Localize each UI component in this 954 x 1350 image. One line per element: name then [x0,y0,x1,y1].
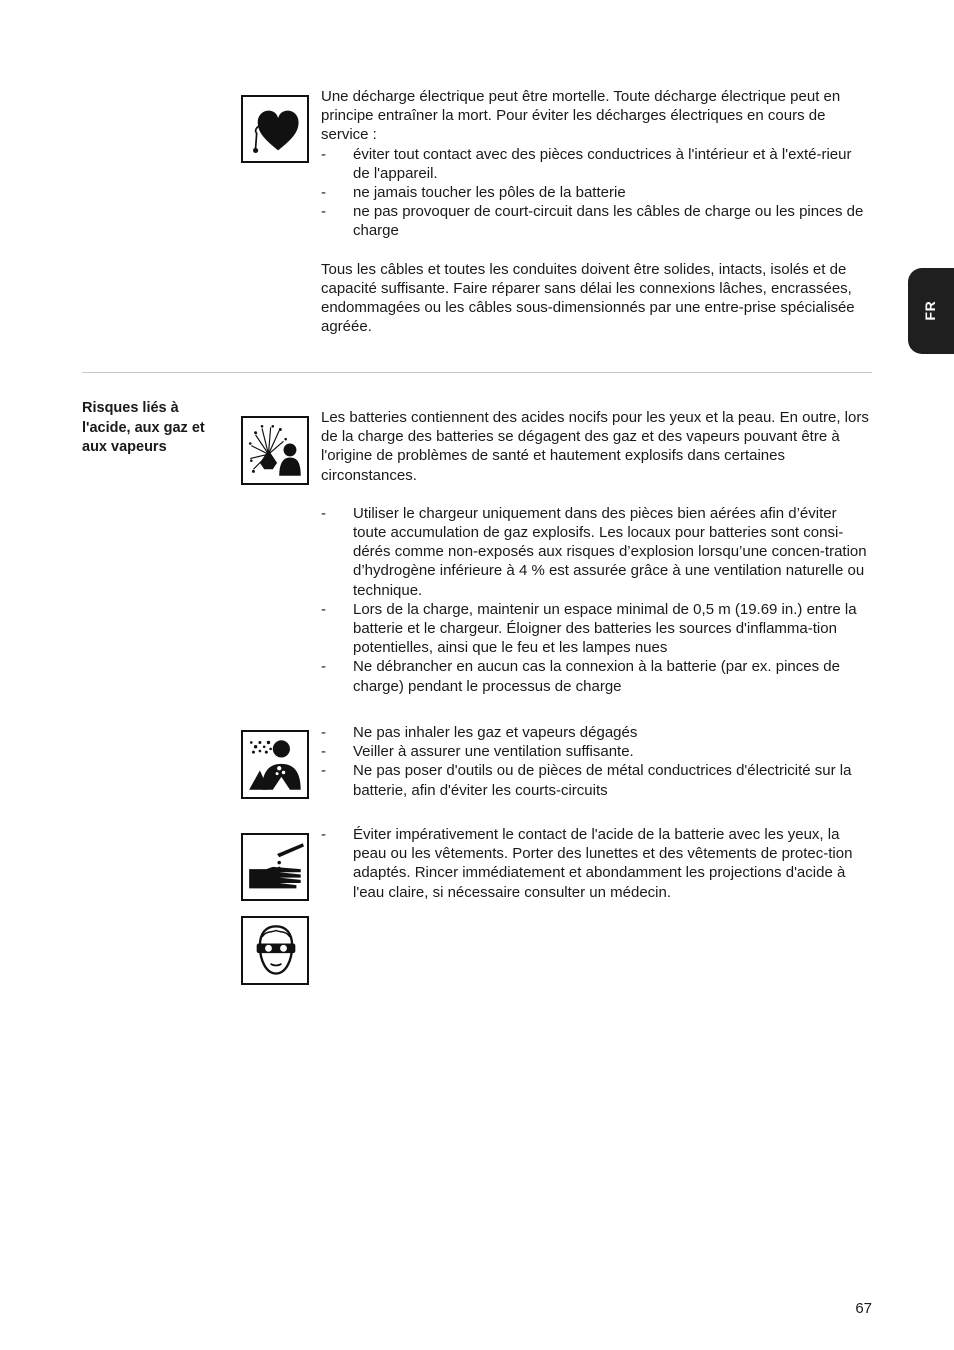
electric-bullet-list [321,145,869,241]
acid-contact-section [321,825,869,902]
list-item: - éviter tout contact avec des pièces conductrices à l'intérieur et à l'exté-rieur de l'appareil. [321,145,852,182]
list-item: - Utiliser le chargeur uniquement dans des pièces bien aérées afin d’éviter toute accumulation de gaz explosifs. Les locaux pour batteries sont consi-dérés comme non-exposés aux risques d’explosion lorsqu’une concen-tration d’hydrogène inférieure à 4 % est assurée grâce à une ventilation naturelle ou technique. [321,504,867,599]
list-item: - ne pas provoquer de court-circuit dans les câbles de charge ou les pinces de charge [321,203,864,240]
toxic-gas-icon [241,730,309,799]
acid-contact-bullet-list [321,825,869,902]
gas-bullet-list [321,723,869,800]
list-item: - Ne pas poser d'outils ou de pièces de métal conductrices d'électricité sur la batterie, afin d'éviter les courts-circuits [321,762,852,799]
section-divider [82,372,872,373]
section-heading: Risques liés à l'acide, aux gaz et aux vapeurs [82,400,205,455]
page-number: 67 [855,1300,872,1317]
acid-section [321,408,869,696]
cables-paragraph: Tous les câbles et toutes les conduites doivent être solides, intacts, isolés et de capacité suffisante. Faire réparer sans délai les connexions lâches, encrassées, endommagées ou les câbles sous-dimensionnés par une entre-prise spécialisée agréée. [321,260,855,336]
list-item: - Veiller à assurer une ventilation suffisante. [321,743,634,761]
list-item: - Ne pas inhaler les gaz et vapeurs dégagés [321,724,638,741]
acid-intro: Les batteries contiennent des acides nocifs pour les yeux et la peau. En outre, lors de la charge des batteries se dégagent des gaz et des vapeurs pouvant être à l'origine de problèmes de santé et hautement explosifs dans certaines circonstances. [321,409,869,484]
list-item: - Ne débrancher en aucun cas la connexion à la batterie (par ex. pinces de charge) pendant le processus de charge [321,658,840,695]
explosion-icon [241,416,309,485]
safety-goggles-icon [241,916,309,985]
list-item: - Lors de la charge, maintenir un espace minimal de 0,5 m (19.69 in.) entre la batterie et le chargeur. Éloigner des batteries les sources d'inflamma-tion potentielles, ainsi que le feu et les lampes nues [321,600,857,657]
list-item: - Éviter impérativement le contact de l'acide de la batterie avec les yeux, la peau ou les vêtements. Porter des lunettes et des vêtements de protec-tion adaptés. Rincer immédiatement et abondamment les projections d'acide à l'eau claire, si nécessaire consulter un médecin. [321,826,853,901]
electric-intro: Une décharge électrique peut être mortelle. Toute décharge électrique peut en principe entraîner la mort. Pour éviter les décharges électriques en cours de service : [321,88,841,144]
list-item: - ne jamais toucher les pôles de la batterie [321,184,626,202]
language-tab-label: FR [922,301,939,321]
ventilation-bullet-list [321,504,869,696]
electric-section [321,87,869,336]
language-tab [908,268,954,354]
corrosive-hand-icon [241,833,309,901]
heart-shock-icon [241,95,309,163]
gas-section [321,723,869,800]
